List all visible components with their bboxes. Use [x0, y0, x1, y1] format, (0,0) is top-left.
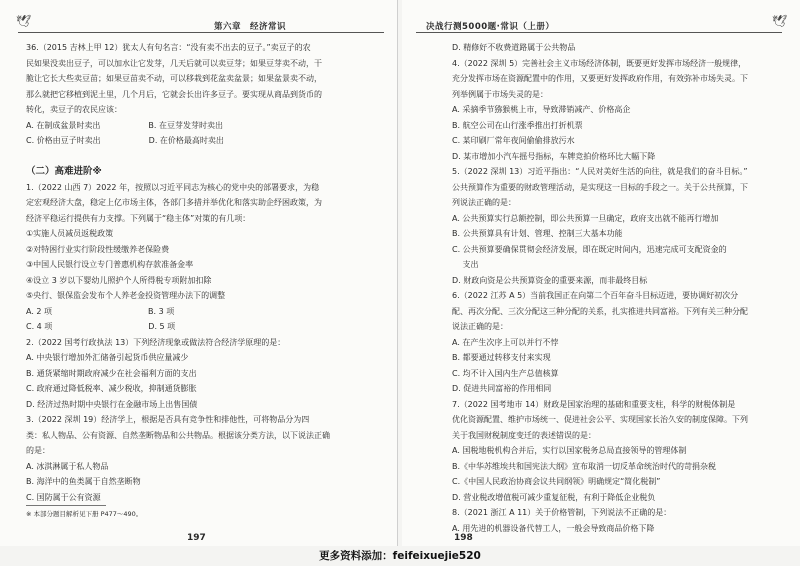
text-line: B. 都要通过转移支付来实现 — [452, 353, 551, 362]
text-line: A. 冰淇淋属于私人物品 — [26, 461, 109, 471]
text-line: A. 用先进的机器设备代替工人，一般会导致商品价格下降 — [452, 523, 655, 533]
text-line: （二）高难进阶※ — [26, 166, 102, 177]
footnote: ※ 本部分题目解析见下册 P477～490。 — [26, 510, 143, 518]
text-line: D. 财政向资是公共预算资金的重要来源，而非最终目标 — [452, 275, 648, 285]
bird-icon: 🕊 — [16, 14, 32, 28]
text-line: 关于我国财税制度变迁的表述错误的是： — [452, 430, 596, 440]
text-line — [26, 149, 386, 165]
text-line: 8.（2021 浙江 A 11）关于价格管制，下列说法不正确的是： — [452, 508, 672, 517]
text-line: D. 某市增加小汽车摇号指标，车牌竞拍价格环比大幅下降 — [452, 151, 656, 161]
text-line: 说法正确的是： — [452, 322, 508, 331]
text-line: A. 国税地税机构合并后，实行以国家税务总局直接领导的管理体制 — [452, 446, 687, 455]
header-rule — [18, 32, 384, 33]
text-line: 类：私人物品、公有资源、自然垄断物品和公共物品。根据该分类方法，以下说法正确 — [26, 430, 330, 440]
text-line: D. 促进共同富裕的作用相同 — [452, 384, 552, 393]
text-line: ④设立 3 岁以下婴幼儿照护个人所得税专项附加扣除 — [26, 275, 212, 285]
text-line: C. 某印刷厂常年夜间偷偷排放污水 — [452, 136, 575, 145]
text-line: 4.（2022 深圳 5）完善社会主义市场经济体制，既要更好发挥市场经济一般规律， — [452, 58, 747, 68]
text-line: D. 精修好不收费道路属于公共物品 — [452, 43, 576, 52]
text-line: 经济平稳运行提供有力支撑。下列属于“稳主体”对策的有几项： — [26, 213, 251, 223]
text-line: 36.（2015 吉林上甲 12）犹太人有句名言：“没有卖不出去的豆子。”卖豆子的农 — [26, 43, 311, 52]
right-page-body — [452, 40, 788, 536]
text-line: C. 价格由豆子时卖出 D. 在价格最高时卖出 — [26, 136, 224, 145]
text-line: ①实施人员减员返税政策 — [26, 229, 114, 238]
text-line: 列说法正确的是： — [452, 198, 516, 207]
left-page — [0, 0, 398, 546]
text-line: 列举例属于市场失灵的是： — [452, 89, 548, 99]
text-line: D. 经济过热时期中央银行在金融市场上出售国债 — [26, 399, 198, 409]
text-line: 3.（2022 深圳 19）经济学上，根据是否具有竞争性和排他性，可将物品分为四 — [26, 415, 310, 424]
text-line: 7.（2022 国考地市 14）财政是国家治理的基础和重要支柱，科学的财税体制是 — [452, 399, 736, 409]
text-line: A. 采摘季节猕猴桃上市，导致滞销减产、价格高企 — [452, 105, 631, 114]
text-line: 6.（2022 江苏 A 5）当前我国正在向第二个百年奋斗目标迈进，要协调好初次分 — [452, 291, 739, 300]
text-line: C. 政府通过降低税率、减少税收，抑制通货膨胀 — [26, 384, 197, 393]
left-page-body — [26, 40, 386, 505]
text-line: A. 在制成盆景时卖出 B. 在豆芽发芽时卖出 — [26, 120, 223, 130]
page-number: 197 — [187, 533, 206, 543]
right-page-header: 决战行测5000题·常识（上册） — [426, 22, 555, 32]
contact-banner: 更多资料添加：feifeixuejie520 — [319, 550, 481, 562]
text-line: 定宏观经济大盘，稳定上亿市场主体，各部门多措并举优化和落实助企纾困政策，为 — [26, 198, 322, 207]
text-line: A. 在产生次序上可以并行不悖 — [452, 337, 559, 347]
text-line: C. 国防属于公有资源 — [26, 492, 101, 502]
text-line: 转化，卖豆子的农民应该： — [26, 105, 122, 114]
text-line: 脆让它长大些卖豆苗；如果豆苗卖不动，可以移栽到花盆卖盆景；如果盆景卖不动， — [26, 74, 322, 83]
text-line: 1.（2022 山西 7）2022 年，按照以习近平同志为核心的党中央的部署要求，为稳 — [26, 182, 320, 192]
page-number: 198 — [454, 533, 473, 543]
text-line: B.《中华苏维埃共和国宪法大纲》宣布取消一切反革命统治时代的苛捐杂税 — [452, 461, 717, 471]
text-line: B. 公共预算具有计划、管理、控制三大基本功能 — [452, 229, 623, 238]
text-line: ③中国人民银行设立专门普惠机构存款准备金率 — [26, 260, 194, 269]
text-line: ②对特困行业实行阶段性缓缴养老保险费 — [26, 244, 170, 254]
text-line: C. 均不计入国内生产总值核算 — [452, 368, 559, 378]
text-line: 5.（2022 深圳 13）习近平指出：“人民对美好生活的向往，就是我们的奋斗目标。” — [452, 167, 748, 176]
text-line: A. 2 项 B. 3 项 — [26, 306, 175, 316]
text-line: D. 营业税改增值税可减少重复征税，有利于降低企业税负 — [452, 492, 656, 502]
header-rule — [416, 32, 782, 33]
text-line: A. 中央银行增加外汇储备引起货币供应量减少 — [26, 353, 189, 362]
text-line: B. 通货紧缩时期政府减少在社会福利方面的支出 — [26, 368, 197, 378]
text-line: ⑤央行、银保监会发布个人养老金投资管理办法下的调整 — [26, 291, 226, 300]
text-line: 那么就把它移植到泥土里，几个月后，它就会长出许多豆子。要实现从商品到货币的 — [26, 89, 322, 99]
text-line: B. 航空公司在山行涨季推出打折机票 — [452, 120, 583, 130]
left-page-header: 第六章 经济常识 — [214, 22, 287, 32]
right-page — [402, 0, 800, 546]
text-line: 支出 — [452, 260, 479, 269]
text-line: A. 公共预算实行总额控制，即公共预算一旦确定，政府支出就不能再行增加 — [452, 213, 719, 223]
bird-icon: 🕊 — [772, 14, 788, 28]
text-line: B. 海洋中的鱼类属于自然垄断物 — [26, 477, 141, 486]
text-line: 2.（2022 国考行政执法 13）下列经济现象或做法符合经济学原理的是： — [26, 337, 286, 347]
text-line: C.《中国人民政治协商会议共同纲领》明确规定“简化税制” — [452, 477, 661, 486]
text-line: 优化资源配置、维护市场统一、促进社会公平、实现国家长治久安的制度保障。下列 — [452, 415, 748, 424]
text-line: C. 4 项 D. 5 项 — [26, 322, 176, 331]
text-line: 的是： — [26, 446, 50, 455]
text-line: C. 公共预算要确保贯彻会经济发展，即在既定时间内，迅速完成可支配资金的 — [452, 244, 727, 254]
footnote-rule — [26, 505, 106, 506]
text-line: 配、再次分配、三次分配这三种分配的关系，扎实推进共同富裕。下列有关三种分配 — [452, 306, 748, 316]
text-line: 公共预算作为重要的财政管理活动，是实现这一目标的手段之一。关于公共预算，下 — [452, 182, 748, 192]
text-line: 充分发挥市场在资源配置中的作用，又要更好发挥政府作用，有效弥补市场失灵。下 — [452, 74, 748, 83]
text-line: 民如果没卖出豆子，可以加水让它发芽，几天后就可以卖豆芽；如果豆芽卖不动，干 — [26, 58, 322, 68]
